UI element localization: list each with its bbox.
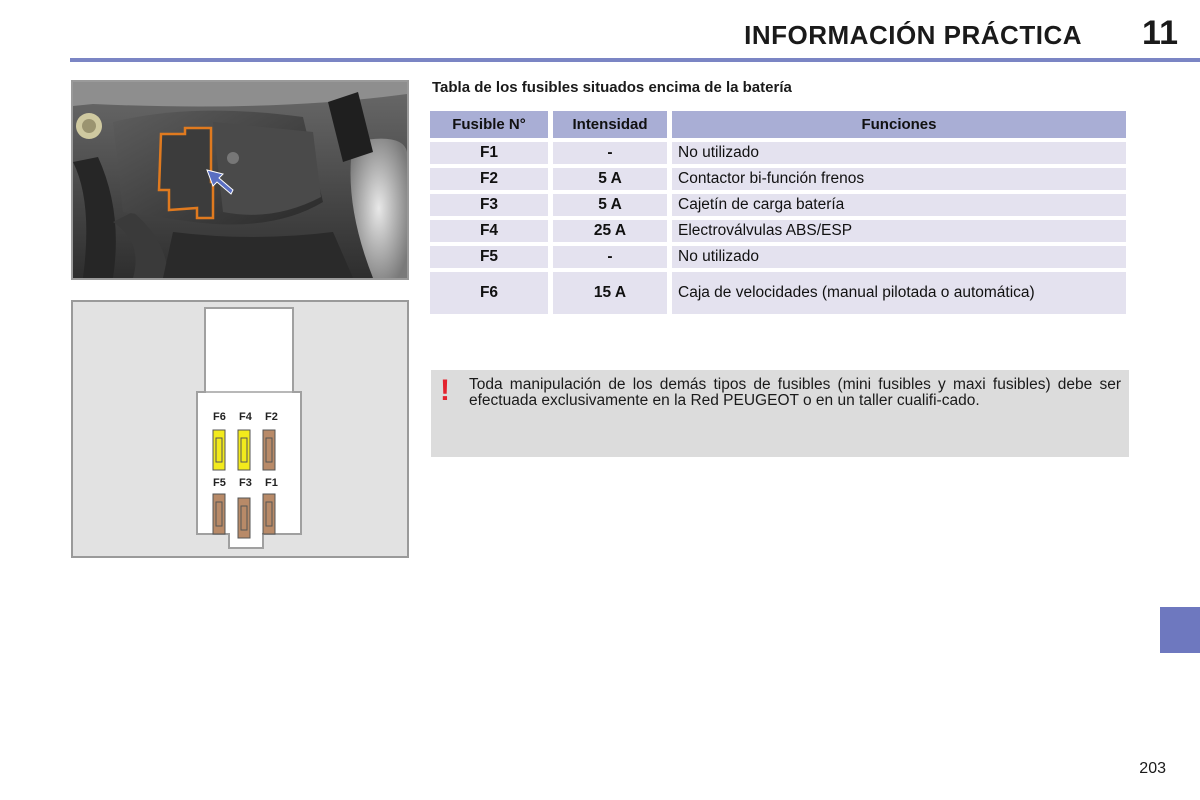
fuse-label-f6: F6 [213,411,226,423]
fuse-label-f1: F1 [265,477,278,489]
fuse-cell: F4 [430,220,548,242]
intensity-cell: 15 A [553,272,667,314]
fuse-f5 [213,494,225,534]
intensity-cell: - [553,142,667,164]
fuse-f2 [263,430,275,470]
intensity-cell: 5 A [553,194,667,216]
fuse-f3 [238,498,250,538]
fuse-table [425,107,1131,318]
intensity-cell: 5 A [553,168,667,190]
exclamation-icon: ! [440,374,450,407]
function-cell: Cajetín de carga batería [672,194,1126,216]
header-rule [70,58,1200,62]
fuse-f6 [213,430,225,470]
function-cell: Electroválvulas ABS/ESP [672,220,1126,242]
header-functions: Funciones [672,111,1126,138]
fuse-cell: F6 [430,272,548,314]
fuse-cell: F1 [430,142,548,164]
intensity-cell: - [553,246,667,268]
header-fuse-number: Fusible N° [430,111,548,138]
function-cell: No utilizado [672,246,1126,268]
fuse-layout-diagram [71,300,409,558]
warning-text: Toda manipulación de los demás tipos de fusibles (mini fusibles y maxi fusibles) debe ser efectuada exclusivamente en la Red PEUGEOT o en un taller cualifi-cado. [469,376,1121,409]
table-row [430,142,1126,164]
fuse-label-f3: F3 [239,477,252,489]
chapter-number: 11 [1142,14,1178,52]
intensity-cell: 25 A [553,220,667,242]
fuse-label-f5: F5 [213,477,226,489]
function-cell: No utilizado [672,142,1126,164]
table-header-row [430,111,1126,138]
function-cell: Caja de velocidades (manual pilotada o automática) [672,272,1126,314]
chapter-side-tab [1160,607,1200,653]
engine-bay-illustration [73,82,407,278]
fuse-label-f2: F2 [265,411,278,423]
table-row [430,246,1126,268]
fuse-cell: F5 [430,246,548,268]
table-row [430,194,1126,216]
fuse-f4 [238,430,250,470]
fuse-cell: F3 [430,194,548,216]
table-title: Tabla de los fusibles situados encima de la batería [432,79,792,96]
page-number: 203 [1139,760,1166,777]
fuse-label-f4: F4 [239,411,252,423]
header-intensity: Intensidad [553,111,667,138]
fuse-box-illustration [73,302,407,556]
chapter-title: INFORMACIÓN PRÁCTICA [744,20,1082,50]
table-row [430,168,1126,190]
table-row [430,272,1126,314]
fuse-f1 [263,494,275,534]
fuse-cell: F2 [430,168,548,190]
engine-bay-photo [71,80,409,280]
warning-box [431,370,1129,457]
function-cell: Contactor bi-función frenos [672,168,1126,190]
table-row [430,220,1126,242]
